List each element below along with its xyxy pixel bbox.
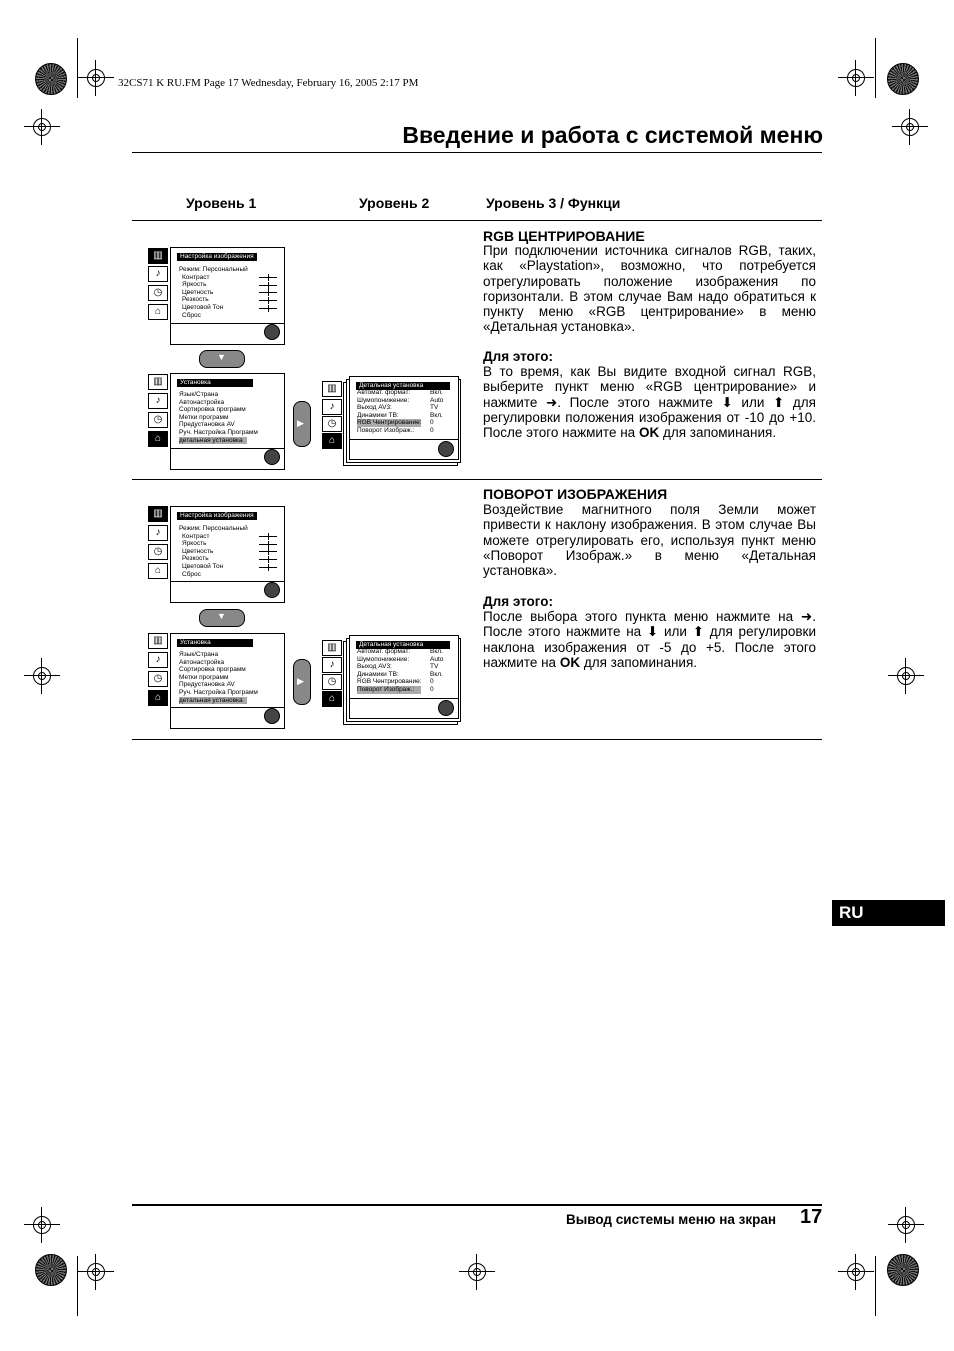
registration-mark (459, 1254, 495, 1290)
menu-value: Auto (430, 396, 444, 404)
menu-item: Сброс (182, 570, 201, 578)
menu-title: Настройка изображения (177, 512, 257, 520)
slider (259, 544, 277, 545)
setup-menu (170, 373, 285, 470)
section1-intro: При подключении источника сигналов RGB, таких, как «Playstation», возможно, что потребуется отрегулировать положение изображения по горизонтали. В этом случае Вам надо обратиться к пункту меню «RGB центрирование» в меню «Детальная установка». (483, 243, 816, 335)
menu-item: Резкость (182, 296, 209, 304)
registration-mark (892, 109, 928, 145)
slider (259, 308, 277, 309)
picture-icon: ▥ (148, 506, 168, 522)
menu-value: TV (430, 663, 439, 671)
menu-item: Динамики TB: (357, 670, 399, 678)
menu-title: Детальная установка (356, 641, 450, 649)
menu-item-selected: RGB Чентрирование: (357, 419, 422, 427)
section1-title: RGB ЦЕНТРИРОВАНИЕ (483, 228, 645, 244)
section2-title: ПОВОРОТ ИЗОБРАЖЕНИЯ (483, 486, 668, 502)
menu-value: TV (430, 404, 439, 412)
ok-button-icon (438, 700, 454, 716)
language-tab: RU (832, 900, 945, 926)
registration-mark (78, 1254, 114, 1290)
menu-item: Выход AV3: (357, 663, 392, 671)
section2-howto-label: Для этого: (483, 594, 553, 609)
menu-value: Вкл. (430, 648, 443, 655)
picture-icon: ▥ (148, 248, 168, 264)
menu-item: Автомат. формат: (357, 389, 411, 396)
sound-icon: ♪ (148, 525, 168, 541)
column-level2: Уровень 2 (359, 195, 430, 211)
menu-item: Яркость (182, 281, 207, 289)
page-title: Введение и работа с системой меню (402, 122, 823, 148)
column-level1: Уровень 1 (186, 195, 257, 211)
sound-icon: ♪ (322, 399, 342, 415)
menu-title: Детальная установка (356, 382, 450, 390)
registration-mark (838, 60, 874, 96)
setup-icon: ⌂ (148, 431, 168, 447)
menu-item: Сброс (182, 311, 201, 319)
detail-menu (349, 376, 459, 460)
menu-item: Цветовой Тон (182, 303, 224, 311)
up-arrow-icon: ⬆ (692, 624, 704, 640)
section2-intro: Воздействие магнитного поля Земли может привести к наклону изображения. В этом случае Вы можете отрегулировать его, используя пункт меню «Поворот Изображ.» в меню «Детальная установка». (483, 502, 816, 579)
menu-item: Контраст (182, 532, 210, 540)
section2-howto: После выбора этого пункта меню нажмите на ➜. После этого нажмите на ⬇ или ⬆ для регулировки наклона изображения от -5 до +5. После этого нажмите на OK для запоминания. (483, 609, 817, 670)
registration-mark (24, 1207, 60, 1243)
timer-icon: ◷ (322, 674, 342, 690)
picture-icon: ▥ (148, 633, 168, 649)
nav-right-icon (293, 659, 311, 705)
menu-item: Язык/Страна (179, 391, 219, 398)
ok-button-icon (264, 449, 280, 465)
registration-mark (78, 60, 114, 96)
menu-item: Резкость (182, 555, 209, 563)
sound-icon: ♪ (148, 266, 168, 282)
color-target-mark (887, 63, 919, 95)
picture-icon: ▥ (322, 381, 342, 397)
picture-menu (170, 247, 285, 345)
title-rule (132, 152, 822, 153)
timer-icon: ◷ (148, 671, 168, 687)
right-arrow-icon: ➜ (545, 394, 558, 410)
menu-item: Яркость (182, 540, 207, 548)
menu-value: 0 (430, 678, 434, 686)
color-target-mark (35, 1254, 67, 1286)
menu-value: Вкл. (430, 670, 443, 678)
crop-line (77, 1256, 78, 1316)
slider (259, 277, 277, 278)
ok-button-icon (264, 582, 280, 598)
picture-icon: ▥ (148, 374, 168, 390)
menu-item: Сортировка программ (179, 406, 246, 414)
up-arrow-icon: ⬆ (773, 394, 785, 410)
menu-value: 0 (430, 426, 434, 434)
registration-mark (888, 658, 924, 694)
section-rule (132, 479, 822, 480)
timer-icon: ◷ (148, 544, 168, 560)
menu-item-selected: детальная установка (179, 697, 247, 705)
menu-title: Установка (177, 639, 253, 647)
page-number: 17 (800, 1206, 823, 1228)
picture-menu (170, 506, 285, 603)
slider (259, 292, 277, 293)
footer-rule (132, 1204, 822, 1206)
nav-right-icon (293, 401, 311, 447)
crop-line (875, 1256, 876, 1316)
menu-value: Вкл. (430, 411, 443, 419)
column-level3: Уровень 3 / Функци (486, 195, 621, 211)
menu-item: Режим: Персональный (179, 266, 248, 273)
slider (259, 551, 277, 552)
menu-item: Цветовой Тон (182, 562, 224, 570)
crop-line (875, 38, 876, 98)
sound-icon: ♪ (148, 652, 168, 668)
nav-down-icon (199, 609, 245, 627)
menu-item: Автомат. формат: (357, 648, 411, 655)
menu-item: Режим: Персональный (179, 525, 248, 532)
menu-item: RGB Чентрирование: (357, 678, 422, 686)
file-info: 32CS71 K RU.FM Page 17 Wednesday, February 16, 2005 2:17 PM (118, 77, 419, 89)
detail-menu (349, 635, 459, 719)
menu-item: Предустановка AV (179, 681, 235, 689)
sound-icon: ♪ (322, 657, 342, 673)
color-target-mark (887, 1254, 919, 1286)
menu-item: Шумопонижение: (357, 396, 410, 404)
menu-item: Предустановка AV (179, 421, 235, 429)
menu-item: Автонастройка (179, 398, 225, 406)
sound-icon: ♪ (148, 393, 168, 409)
menu-value: Auto (430, 655, 444, 663)
menu-item: Шумопонижение: (357, 655, 410, 663)
menu-item: Руч. Настройка Программ (179, 428, 258, 436)
footer-text: Вывод системы меню на зкран (565, 1212, 776, 1227)
menu-item: Поворот Изображ.: (357, 426, 415, 434)
menu-item: Цветность (182, 547, 214, 555)
slider (259, 300, 277, 301)
ok-label: OK (638, 425, 660, 441)
setup-icon: ⌂ (148, 563, 168, 579)
menu-item: Метки программ (179, 673, 229, 681)
menu-value: 0 (430, 685, 434, 693)
picture-icon: ▥ (322, 640, 342, 656)
right-arrow-icon: ➜ (800, 609, 813, 624)
menu-item: Метки программ (179, 413, 229, 421)
menu-item: Динамики TB: (357, 411, 399, 419)
menu-value: 0 (430, 419, 434, 427)
setup-menu (170, 633, 285, 729)
timer-icon: ◷ (322, 416, 342, 432)
slider (259, 536, 277, 537)
ok-button-icon (264, 324, 280, 340)
slider (259, 567, 277, 568)
timer-icon: ◷ (148, 285, 168, 301)
registration-mark (888, 1207, 924, 1243)
menu-item: Цветность (182, 288, 214, 296)
setup-icon: ⌂ (322, 433, 342, 449)
slider (259, 559, 277, 560)
menu-title: Настройка изображения (177, 253, 257, 261)
ok-label: OK (559, 654, 581, 670)
section1-howto-label: Для этого: (483, 349, 553, 364)
menu-item-selected: Поворот Изображ.: (357, 686, 421, 694)
setup-icon: ⌂ (322, 691, 342, 707)
menu-item: Выход AV3: (357, 404, 392, 412)
registration-mark (24, 658, 60, 694)
menu-item: Контраст (182, 273, 210, 281)
menu-title: Установка (177, 379, 253, 387)
setup-icon: ⌂ (148, 304, 168, 320)
crop-line (77, 38, 78, 98)
nav-down-icon (199, 350, 245, 368)
section1-howto: В то время, как Вы видите входной сигнал RGB, выберите пункт меню «RGB центрирование» и нажмите ➜. После этого нажмите ⬇ или ⬆ для регулировки положения изображения от -10 до +10. После этого нажмите на OK для запоминания. (483, 364, 816, 441)
registration-mark (838, 1254, 874, 1290)
menu-item-selected: детальная установка (179, 437, 247, 445)
menu-value: Вкл. (430, 389, 443, 396)
setup-icon: ⌂ (148, 690, 168, 706)
color-target-mark (35, 63, 67, 95)
timer-icon: ◷ (148, 412, 168, 428)
column-rule (132, 220, 822, 221)
ok-button-icon (438, 441, 454, 457)
slider (259, 285, 277, 286)
menu-item: Руч. Настройка Программ (179, 688, 258, 696)
menu-item: Сортировка программ (179, 666, 246, 674)
section-rule (132, 739, 822, 740)
menu-item: Язык/Страна (179, 651, 219, 658)
ok-button-icon (264, 708, 280, 724)
menu-item: Автонастройка (179, 658, 225, 666)
down-arrow-icon: ⬇ (646, 624, 659, 640)
down-arrow-icon: ⬇ (721, 394, 733, 410)
registration-mark (24, 109, 60, 145)
